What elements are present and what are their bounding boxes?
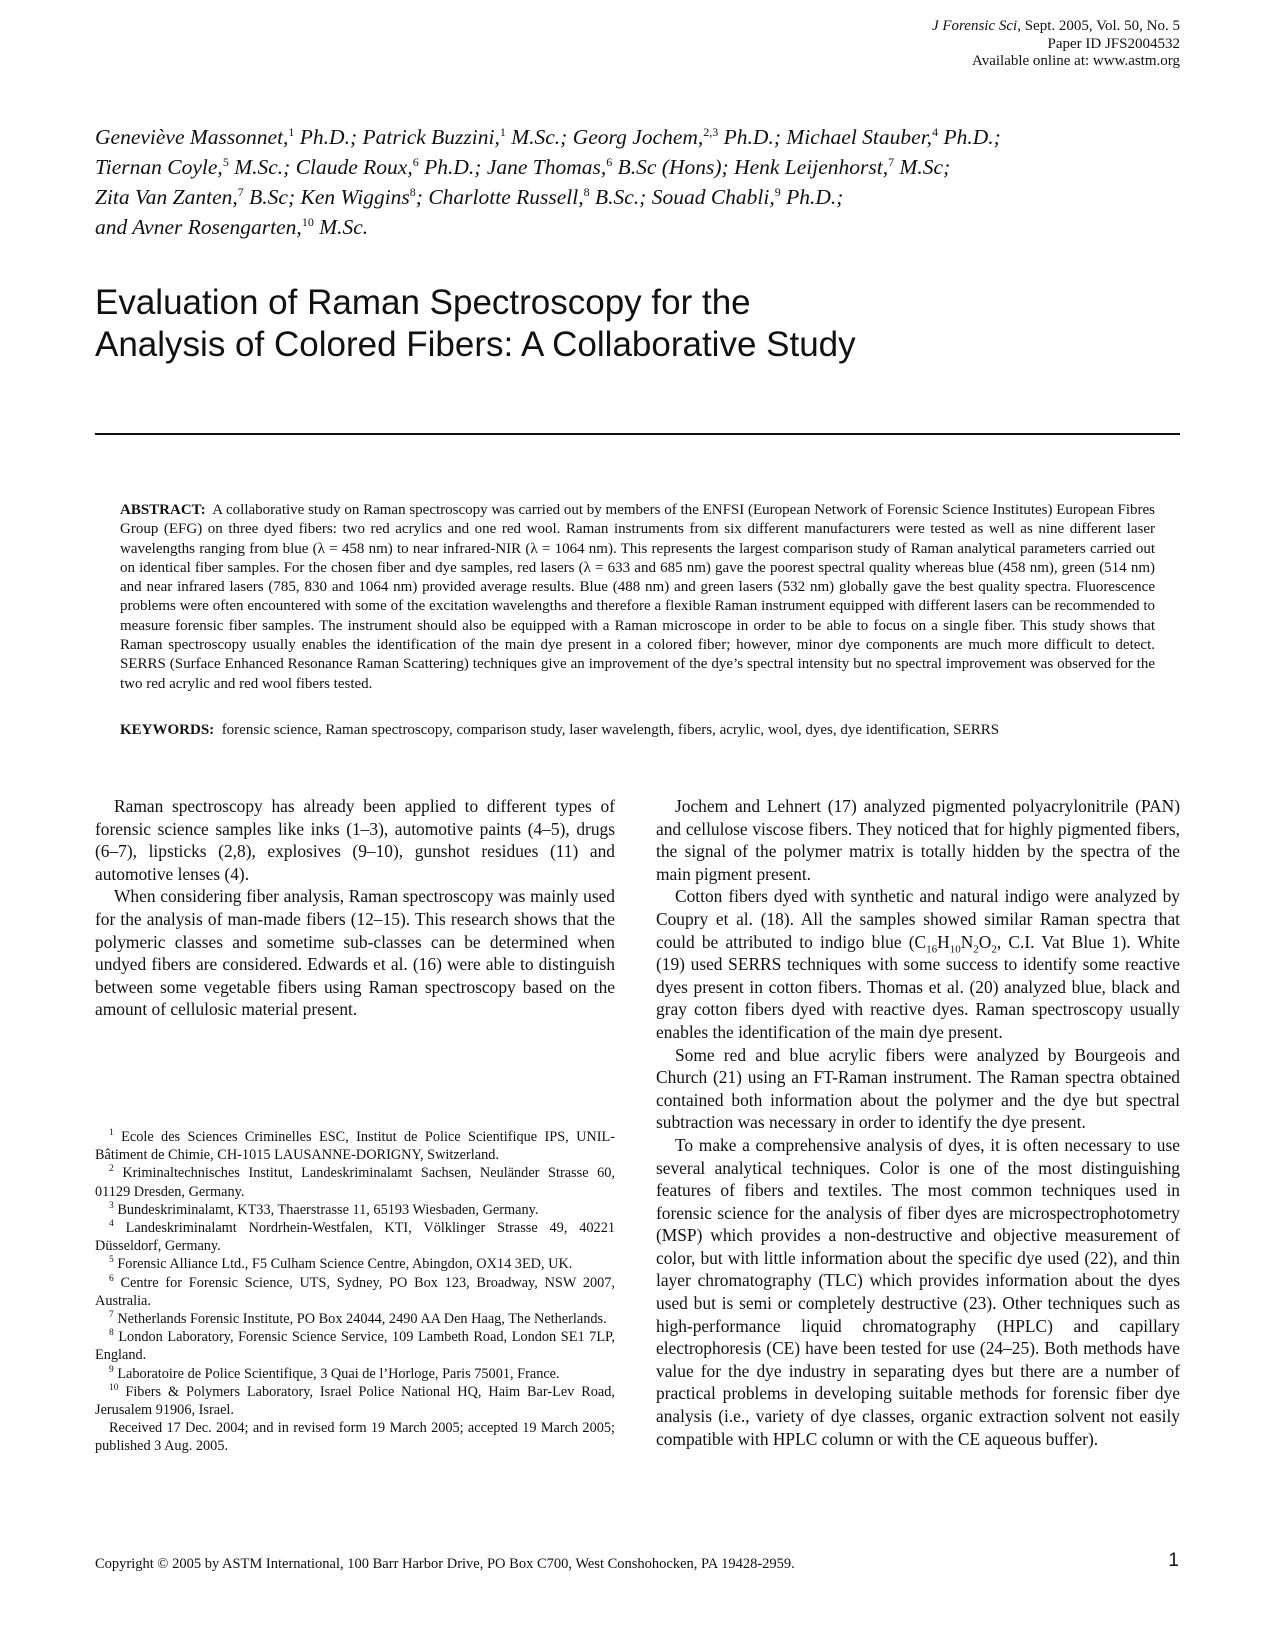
body-paragraph: Jochem and Lehnert (17) analyzed pigmented polyacrylonitrile (PAN) and cellulose viscose fibers. They noticed that for highly pigmented fibers, the signal of the polymer matrix is totally hidden by the spectra of the main pigment present. (656, 796, 1180, 884)
abstract-text: A collaborative study on Raman spectroscopy was carried out by members of the ENFSI (European Network of Forensic Science Institutes) European Fibres Group (EFG) on three dyed fibers: two red acrylics and one red wool. Raman instruments from six different manufacturers were tested as well as nine different laser wavelengths ranging from blue (λ = 458 nm) to near infrared-NIR (λ = 1064 nm). This represents the largest comparison study of Raman analytical parameters carried out on identical fiber samples. For the chosen fiber and dye samples, red lasers (λ = 633 and 685 nm) gave the poorest spectral quality whereas blue (458 nm), green (514 nm) and near infrared lasers (785, 830 and 1064 nm) provided average results. Blue (488 nm) and green lasers (532 nm) globally gave the best quality spectra. Fluorescence problems were often encountered with some of the excitation wavelengths and therefore a flexible Raman instrument equipped with different lasers can be recommended to measure forensic fiber samples. The instrument should also be equipped with a Raman microscope in order to be able to focus on a single fiber. This study shows that Raman spectroscopy usually enables the identification of the main dye present in a colored fiber; however, minor dye components are much more difficult to detect. SERRS (Surface Enhanced Resonance Raman Scattering) techniques give an improvement of the dye’s spectral intensity but no spectral improvement was observed for the two red acrylic and red wool fibers tested. (120, 502, 1155, 692)
author: Charlotte Russell,$^8$ B.Sc.; (422, 184, 647, 209)
footnote: $^3$ Bundeskriminalamt, KT33, Thaerstrasse 11, 65193 Wiesbaden, Germany. (109, 1201, 539, 1218)
journal-info (932, 18, 1180, 71)
keywords-text: forensic science, Raman spectroscopy, comparison study, laser wavelength, fibers, acrylic, wool, dyes, dye identification, SERRS (221, 722, 1000, 738)
author: Ken Wiggins$^8$; (295, 184, 423, 209)
author: Souad Chabli,$^9$ Ph.D.; (646, 184, 844, 209)
title-divider (95, 433, 1180, 435)
body-paragraph: To make a comprehensive analysis of dyes, it is often necessary to use several analytical techniques. Color is one of the most distinguishing features of fibers and textiles. The most common techniques used in forensic science for the analysis of fiber dyes are microspectrophotometry (MSP) which provides a non-destructive and objective measurement of color, but with little information about the specific dye used (22), and thin layer chromatography (TLC) which provides information about the dyes used but is semi or completely destructive (23). Other techniques such as high-performance liquid chromatography (HPLC) and capillary electrophoresis (CE) have been tested for use (24–25). Both methods have value for the dye industry in separating dyes but there are a number of practical problems in developing suitable methods for forensic fiber dye analysis (i.e., variety of dye classes, organic extraction solvent not easily compatible with HPLC column or with the CE aqueous buffer). (656, 1134, 1180, 1449)
journal-issue: Sept. 2005, Vol. 50, No. 5 (1020, 18, 1180, 34)
keywords (120, 721, 1155, 740)
footnote: $^6$ Centre for Forensic Science, UTS, Sydney, PO Box 123, Broadway, NSW 2007, Australia. (95, 1273, 615, 1309)
footnote: $^2$ Kriminaltechnisches Institut, Landeskriminalamt Sachsen, Neuländer Strasse 60, 01129 Dresden, Germany. (95, 1164, 615, 1200)
author-list (95, 122, 1180, 242)
paper-id: Paper ID JFS2004532 (1047, 35, 1180, 52)
author: Tiernan Coyle,$^5$ M.Sc.; (95, 154, 291, 179)
abstract (120, 501, 1155, 694)
author: Michael Stauber,$^4$ Ph.D.; (780, 124, 1001, 149)
footnote: $^{10}$ Fibers & Polymers Laboratory, Israel Police National HQ, Haim Bar-Lev Road, Jerusalem 91906, Israel. (95, 1383, 615, 1419)
received-dates: Received 17 Dec. 2004; and in revised form 19 March 2005; accepted 19 March 2005; published 3 Aug. 2005. (95, 1420, 615, 1455)
author: Patrick Buzzini,$^1$ M.Sc.; (357, 124, 568, 149)
author: Zita Van Zanten,$^7$ B.Sc; (95, 184, 296, 209)
body-paragraph: Some red and blue acrylic fibers were analyzed by Bourgeois and Church (21) using an FT-Raman instrument. The Raman spectra obtained contained both information about the polymer and the dye but spectral subtraction was necessary in order to identify the dye present. (656, 1044, 1180, 1133)
body-paragraph: Cotton fibers dyed with synthetic and natural indigo were analyzed by Coupry et al. (18). All the samples showed similar Raman spectra that could be attributed to indigo blue ($C_{16}H_{10}N_2O_2$, C.I. Vat Blue 1). White (19) used SERRS techniques with some success to identify some reactive dyes present in cotton fibers. Thomas et al. (20) analyzed blue, black and gray cotton fibers dyed with reactive dyes. Raman spectroscopy usually enables the identification of the main dye present. (656, 886, 1180, 1042)
online-availability: Available online at: www.astm.org (971, 53, 1180, 69)
body-paragraph: Raman spectroscopy has already been applied to different types of forensic science samples like inks (1–3), automotive paints (4–5), drugs (6–7), lipsticks (2,8), explosives (9–10), gunshot residues (11) and automotive lenses (4). (95, 796, 615, 884)
author: Henk Leijenhorst,$^7$ M.Sc; (728, 154, 951, 179)
author: Geneviève Massonnet,$^1$ Ph.D.; (95, 124, 358, 149)
footnote: $^8$ London Laboratory, Forensic Science Service, 109 Lambeth Road, London SE1 7LP, England. (95, 1328, 615, 1364)
body-column-right (656, 795, 1180, 1450)
abstract-label: ABSTRACT: (120, 502, 206, 518)
body-paragraph: When considering fiber analysis, Raman spectroscopy was mainly used for the analysis of man-made fibers (12–15). This research shows that the polymeric classes and sometime sub-classes can be determined when undyed fibers are considered. Edwards et al. (16) were able to distinguish between some vegetable fibers using Raman spectroscopy based on the amount of cellulosic material present. (95, 886, 615, 1020)
copyright-notice: Copyright © 2005 by ASTM International, 100 Barr Harbor Drive, PO Box C700, West Conshohocken, PA 19428-2959. (95, 1556, 795, 1572)
affiliation-footnotes (95, 1128, 615, 1456)
footnote: $^5$ Forensic Alliance Ltd., F5 Culham Science Centre, Abingdon, OX14 3ED, UK. (109, 1255, 573, 1273)
paper-title (95, 282, 1180, 366)
journal-name: J Forensic Sci, (931, 18, 1021, 34)
page-number: 1 (1168, 1550, 1179, 1571)
footnote: $^4$ Landeskriminalamt Nordrhein-Westfalen, KTI, Völklinger Strasse 49, 40221 Düsseldorf, Germany. (95, 1219, 615, 1255)
author: and Avner Rosengarten,$^{10}$ M.Sc. (95, 214, 369, 239)
footnote: $^9$ Laboratoire de Police Scientifique, 3 Quai de l’Horloge, Paris 75001, France. (109, 1364, 560, 1382)
author: Jane Thomas,$^6$ B.Sc (Hons); (481, 154, 729, 179)
journal-citation (932, 18, 1180, 36)
author: Claude Roux,$^6$ Ph.D.; (290, 154, 482, 179)
footnote: $^7$ Netherlands Forensic Institute, PO Box 24044, 2490 AA Den Haag, The Netherlands. (109, 1310, 607, 1328)
title-line-1: Evaluation of Raman Spectroscopy for the (95, 283, 751, 322)
author: Georg Jochem,$^{2,3}$ Ph.D.; (567, 124, 781, 149)
keywords-label: KEYWORDS: (120, 722, 215, 738)
title-line-2: Analysis of Colored Fibers: A Collaborative Study (95, 325, 856, 364)
footnote: $^1$ Ecole des Sciences Criminelles ESC, Institut de Police Scientifique IPS, UNIL-Bâtiment de Chimie, CH-1015 LAUSANNE-DORIGNY, Switzerland. (95, 1128, 615, 1164)
body-column-left (95, 795, 615, 1021)
